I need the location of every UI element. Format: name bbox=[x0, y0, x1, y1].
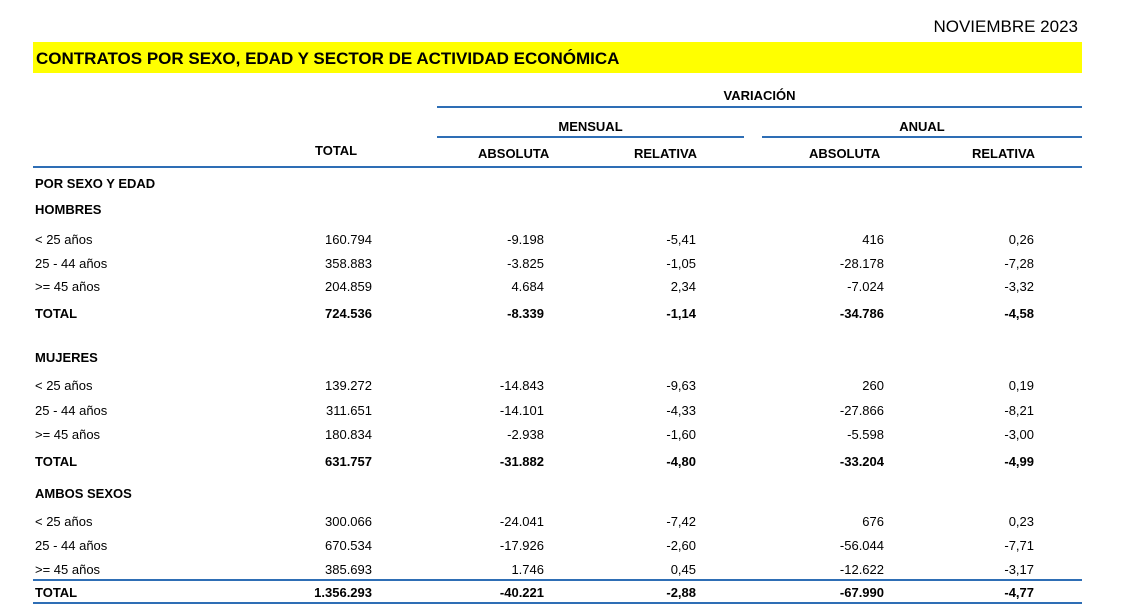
row-total: 724.536 bbox=[325, 306, 372, 321]
row-total: 204.859 bbox=[325, 279, 372, 294]
row-label: >= 45 años bbox=[35, 562, 101, 577]
row-label: 25 - 44 años bbox=[35, 256, 108, 271]
row-total: 300.066 bbox=[325, 514, 372, 529]
row-annual-absolute: -67.990 bbox=[839, 585, 884, 600]
grand-total-top-rule bbox=[33, 579, 1082, 581]
table-row bbox=[0, 378, 1121, 396]
title-bar bbox=[33, 42, 1082, 73]
row-annual-absolute: 260 bbox=[862, 378, 884, 393]
row-monthly-absolute: -17.926 bbox=[499, 538, 544, 553]
row-monthly-relative: -7,42 bbox=[666, 514, 696, 529]
row-label: TOTAL bbox=[35, 306, 78, 321]
row-monthly-relative: -2,88 bbox=[666, 585, 696, 600]
row-monthly-absolute: -8.339 bbox=[507, 306, 544, 321]
row-total: 1.356.293 bbox=[314, 585, 372, 600]
row-annual-relative: 0,26 bbox=[1008, 232, 1034, 247]
variation-rule bbox=[437, 106, 1082, 108]
row-monthly-absolute: -3.825 bbox=[507, 256, 544, 271]
row-monthly-relative: -1,05 bbox=[666, 256, 696, 271]
report-title: CONTRATOS POR SEXO, EDAD Y SECTOR DE ACTIVIDAD ECONÓMICA bbox=[36, 49, 620, 68]
table-row bbox=[0, 403, 1121, 421]
annual-absolute-header: ABSOLUTA bbox=[809, 146, 881, 161]
row-annual-relative: -7,28 bbox=[1004, 256, 1034, 271]
row-annual-absolute: -12.622 bbox=[839, 562, 884, 577]
table-row bbox=[0, 562, 1121, 580]
row-monthly-absolute: -14.101 bbox=[499, 403, 544, 418]
row-monthly-relative: -2,60 bbox=[666, 538, 696, 553]
row-total: 180.834 bbox=[325, 427, 372, 442]
row-monthly-absolute: 1.746 bbox=[511, 562, 544, 577]
row-annual-relative: 0,23 bbox=[1008, 514, 1034, 529]
row-total: 385.693 bbox=[325, 562, 372, 577]
row-label: 25 - 44 años bbox=[35, 538, 108, 553]
row-annual-absolute: -28.178 bbox=[839, 256, 884, 271]
table-total-row bbox=[0, 306, 1121, 324]
table-row bbox=[0, 232, 1121, 250]
row-annual-relative: -7,71 bbox=[1004, 538, 1034, 553]
row-monthly-absolute: -9.198 bbox=[507, 232, 544, 247]
table-row bbox=[0, 256, 1121, 274]
row-total: 160.794 bbox=[325, 232, 372, 247]
section-by-sex-age: POR SEXO Y EDAD bbox=[35, 176, 156, 191]
row-monthly-absolute: -2.938 bbox=[507, 427, 544, 442]
row-label: 25 - 44 años bbox=[35, 403, 108, 418]
row-label: < 25 años bbox=[35, 378, 93, 393]
table-row bbox=[0, 427, 1121, 445]
row-annual-absolute: -56.044 bbox=[839, 538, 884, 553]
row-label: < 25 años bbox=[35, 514, 93, 529]
annual-relative-header: RELATIVA bbox=[972, 146, 1036, 161]
table-total-row bbox=[0, 585, 1121, 603]
row-annual-absolute: -7.024 bbox=[847, 279, 884, 294]
row-annual-relative: 0,19 bbox=[1008, 378, 1034, 393]
row-annual-absolute: 676 bbox=[862, 514, 884, 529]
total-header: TOTAL bbox=[315, 143, 358, 158]
row-annual-absolute: -33.204 bbox=[839, 454, 884, 469]
table-total-row bbox=[0, 454, 1121, 472]
row-label: TOTAL bbox=[35, 585, 78, 600]
annual-header: ANUAL bbox=[899, 119, 945, 134]
row-monthly-relative: -5,41 bbox=[666, 232, 696, 247]
monthly-absolute-header: ABSOLUTA bbox=[478, 146, 550, 161]
row-monthly-relative: -4,33 bbox=[666, 403, 696, 418]
row-label: >= 45 años bbox=[35, 279, 101, 294]
row-monthly-relative: -4,80 bbox=[666, 454, 696, 469]
row-monthly-relative: -1,60 bbox=[666, 427, 696, 442]
row-label: >= 45 años bbox=[35, 427, 101, 442]
row-annual-relative: -4,58 bbox=[1004, 306, 1034, 321]
row-annual-absolute: -34.786 bbox=[839, 306, 884, 321]
report-period: NOVIEMBRE 2023 bbox=[933, 17, 1078, 36]
header-bottom-rule bbox=[33, 166, 1082, 168]
row-monthly-absolute: -14.843 bbox=[499, 378, 544, 393]
variation-header: VARIACIÓN bbox=[723, 88, 796, 103]
row-total: 139.272 bbox=[325, 378, 372, 393]
table-row bbox=[0, 538, 1121, 556]
row-monthly-absolute: 4.684 bbox=[511, 279, 544, 294]
table-row bbox=[0, 514, 1121, 532]
row-monthly-absolute: -40.221 bbox=[499, 585, 544, 600]
row-monthly-relative: 2,34 bbox=[670, 279, 696, 294]
row-total: 358.883 bbox=[325, 256, 372, 271]
section-women: MUJERES bbox=[35, 350, 98, 365]
row-annual-absolute: 416 bbox=[862, 232, 884, 247]
row-label: TOTAL bbox=[35, 454, 78, 469]
row-monthly-relative: 0,45 bbox=[670, 562, 696, 577]
row-monthly-relative: -1,14 bbox=[666, 306, 696, 321]
section-men: HOMBRES bbox=[35, 202, 102, 217]
monthly-header: MENSUAL bbox=[558, 119, 623, 134]
row-annual-relative: -4,99 bbox=[1004, 454, 1034, 469]
row-annual-absolute: -27.866 bbox=[839, 403, 884, 418]
grand-total-bottom-rule bbox=[33, 602, 1082, 604]
annual-rule bbox=[762, 136, 1082, 138]
monthly-rule bbox=[437, 136, 744, 138]
row-total: 311.651 bbox=[325, 403, 372, 418]
monthly-relative-header: RELATIVA bbox=[634, 146, 698, 161]
row-annual-relative: -4,77 bbox=[1004, 585, 1034, 600]
table-row bbox=[0, 279, 1121, 297]
row-total: 631.757 bbox=[325, 454, 372, 469]
row-annual-relative: -3,17 bbox=[1004, 562, 1034, 577]
section-both: AMBOS SEXOS bbox=[35, 486, 132, 501]
row-monthly-relative: -9,63 bbox=[666, 378, 696, 393]
row-monthly-absolute: -24.041 bbox=[499, 514, 544, 529]
row-annual-relative: -8,21 bbox=[1004, 403, 1034, 418]
row-total: 670.534 bbox=[325, 538, 372, 553]
row-annual-relative: -3,32 bbox=[1004, 279, 1034, 294]
row-annual-absolute: -5.598 bbox=[847, 427, 884, 442]
row-monthly-absolute: -31.882 bbox=[499, 454, 544, 469]
row-annual-relative: -3,00 bbox=[1004, 427, 1034, 442]
row-label: < 25 años bbox=[35, 232, 93, 247]
